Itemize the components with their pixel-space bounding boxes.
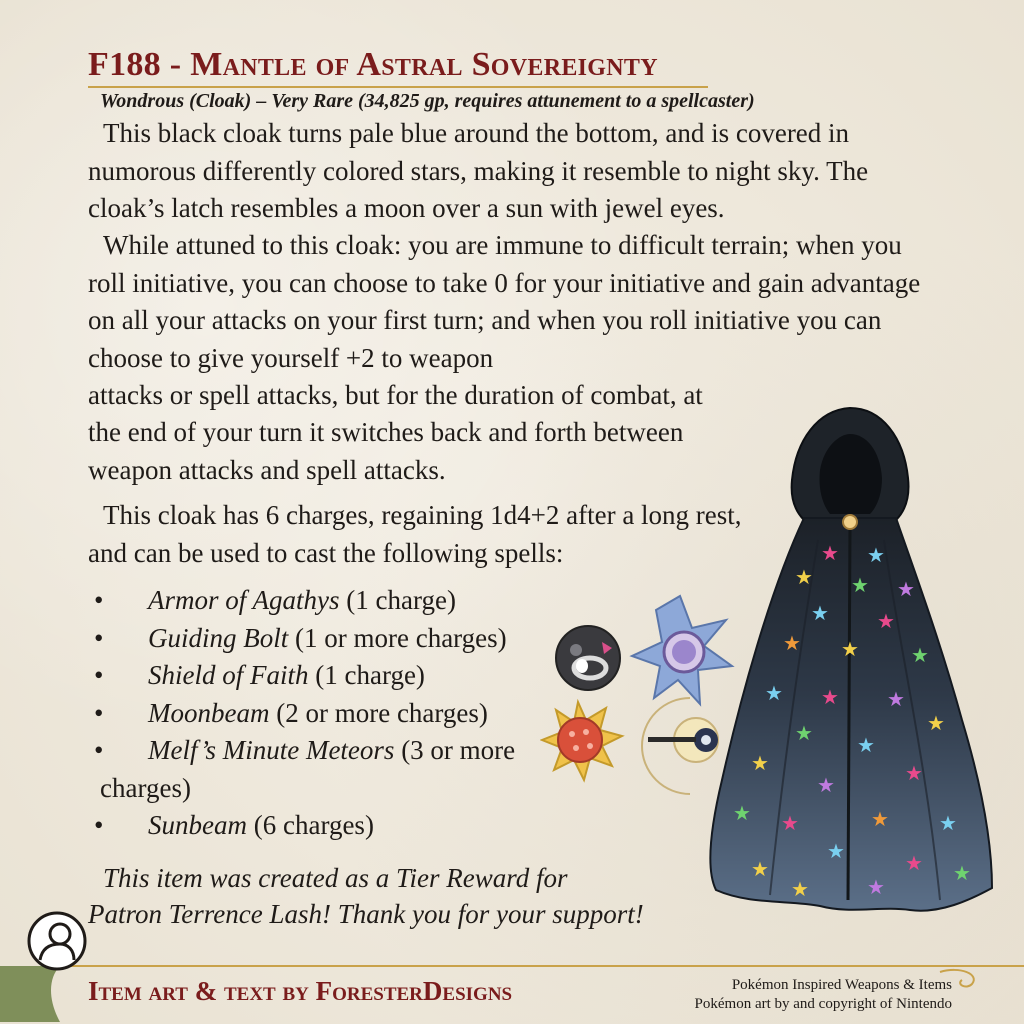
bullet: • xyxy=(94,735,104,765)
svg-text:★: ★ xyxy=(817,773,835,797)
svg-text:★: ★ xyxy=(911,643,929,667)
svg-text:★: ★ xyxy=(827,839,845,863)
svg-text:★: ★ xyxy=(751,857,769,881)
credit-line-2: Patron Terrence Lash! Thank you for your support! xyxy=(88,899,644,929)
spell-item xyxy=(88,732,558,807)
svg-text:★: ★ xyxy=(905,851,923,875)
svg-text:★: ★ xyxy=(841,637,859,661)
charges-paragraph: This cloak has 6 charges, regaining 1d4+2 after a long rest, and can be used to cast the following spells: xyxy=(88,500,742,568)
spell-name: Sunbeam xyxy=(148,810,247,840)
solrock-icon xyxy=(542,702,622,780)
spell-cost: (6 charges) xyxy=(246,810,374,840)
spell-name: Guiding Bolt xyxy=(148,622,289,653)
spell-cost: (1 charge) xyxy=(339,585,456,615)
svg-text:★: ★ xyxy=(887,687,905,711)
svg-text:★: ★ xyxy=(795,721,813,745)
spell-cost: (3 or more xyxy=(394,735,516,765)
svg-text:★: ★ xyxy=(781,811,799,835)
spell-name: Moonbeam xyxy=(148,697,270,728)
svg-text:★: ★ xyxy=(811,601,829,625)
svg-text:★: ★ xyxy=(765,681,783,705)
spell-cost-continued: charges) xyxy=(100,772,191,803)
svg-text:★: ★ xyxy=(751,751,769,775)
attunement-line-6: the end of your turn it switches back and forth between xyxy=(88,417,684,447)
spell-item xyxy=(88,657,558,695)
footer-title: Item art & text by ForesterDesigns xyxy=(88,976,513,1006)
footer-right-line-1: Pokémon Inspired Weapons & Items xyxy=(731,977,952,993)
spell-name: Melf’s Minute Meteors xyxy=(148,735,395,765)
svg-text:★: ★ xyxy=(877,609,895,633)
spell-item xyxy=(88,695,558,733)
item-title: F188 - Mantle of Astral Sovereignty xyxy=(88,46,708,88)
cloak-illustration-icon xyxy=(700,400,1000,920)
spell-item xyxy=(88,620,558,658)
bullet: • xyxy=(94,585,104,615)
spell-cost: (1 or more charges) xyxy=(288,622,507,653)
svg-text:★: ★ xyxy=(953,861,971,885)
patreon-logo-icon xyxy=(26,910,88,972)
svg-text:★: ★ xyxy=(897,577,915,601)
bullet: • xyxy=(94,622,104,653)
minior-icon xyxy=(556,626,620,690)
svg-text:★: ★ xyxy=(867,875,885,899)
svg-text:★: ★ xyxy=(851,573,869,597)
svg-text:★: ★ xyxy=(821,541,839,565)
spell-list xyxy=(88,582,558,845)
footer-right-line-2: Pokémon art by and copyright of Nintendo xyxy=(694,996,952,1012)
bullet: • xyxy=(94,697,104,728)
patron-credit xyxy=(88,860,728,932)
credit-line-1: This item was created as a Tier Reward for xyxy=(103,863,568,893)
svg-text:★: ★ xyxy=(905,761,923,785)
svg-text:★: ★ xyxy=(821,685,839,709)
svg-text:★: ★ xyxy=(871,807,889,831)
spell-name: Shield of Faith xyxy=(148,660,309,690)
svg-text:★: ★ xyxy=(783,631,801,655)
description-paragraph: This black cloak turns pale blue around the bottom, and is covered in numorous differently colored stars, making it resemble to night sky. The cloak’s latch resembles a moon over a sun with jewel eyes. xyxy=(88,118,869,223)
svg-text:★: ★ xyxy=(791,877,809,901)
svg-text:★: ★ xyxy=(857,733,875,757)
svg-text:★: ★ xyxy=(795,565,813,589)
spell-cost: (2 or more charges) xyxy=(269,697,488,728)
spell-item xyxy=(88,582,558,620)
attunement-paragraph: While attuned to this cloak: you are immune to difficult terrain; when you roll initiative, you can choose to take 0 for your initiative and gain advantage on all your attacks on your first turn; and when you roll initiative you can choose to give yourself +2 to weapon xyxy=(88,230,921,373)
bullet: • xyxy=(94,660,104,690)
svg-text:★: ★ xyxy=(867,543,885,567)
bullet: • xyxy=(94,810,104,840)
svg-text:★: ★ xyxy=(927,711,945,735)
spell-name: Armor of Agathys xyxy=(148,585,340,615)
spell-cost: (1 charge) xyxy=(308,660,425,690)
svg-text:★: ★ xyxy=(939,811,957,835)
attunement-line-7: weapon attacks and spell attacks. xyxy=(88,455,446,485)
item-subtitle: Wondrous (Cloak) – Very Rare (34,825 gp, requires attunement to a spellcaster) xyxy=(100,90,755,112)
spell-item xyxy=(88,807,558,845)
footer-copyright xyxy=(695,976,952,1014)
svg-text:★: ★ xyxy=(733,801,751,825)
attunement-line-5: attacks or spell attacks, but for the duration of combat, at xyxy=(88,380,703,410)
